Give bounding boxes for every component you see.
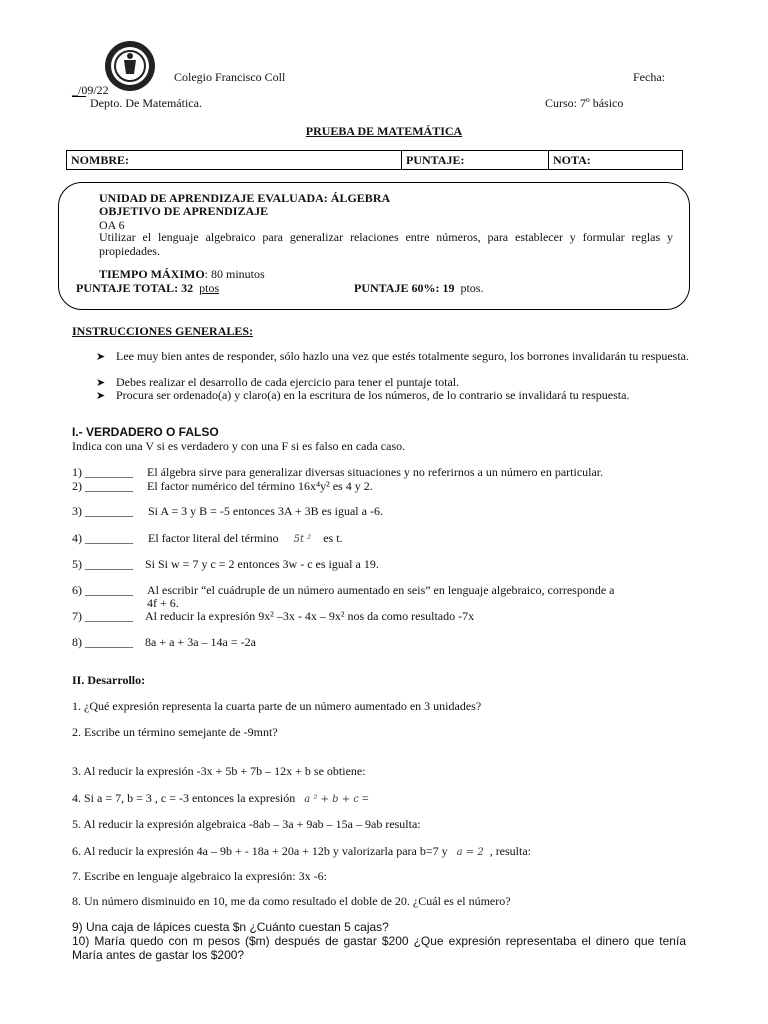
statement-text: El factor literal del término — [148, 531, 279, 545]
answer-blank[interactable]: ________ — [85, 479, 133, 493]
tf-statement: 8a + a + 3a – 14a = -2a — [145, 635, 256, 649]
dev-question: 10) María quedo con m pesos ($m) después de gastar $200 ¿Que expresión representaba el dinero que tenía María antes de gastar los $200? — [72, 934, 686, 962]
dev-question: 1. ¿Qué expresión representa la cuarta parte de un número aumentado en 3 unidades? — [72, 699, 482, 713]
score-60-unit: ptos. — [460, 281, 484, 295]
max-time — [99, 267, 265, 282]
instructions-heading: INSTRUCCIONES GENERALES: — [72, 324, 254, 338]
total-score-label: PUNTAJE TOTAL: 32 — [76, 281, 194, 295]
item-number: 7) — [72, 609, 82, 623]
objective-code: OA 6 — [99, 218, 125, 232]
tf-item-4 — [72, 531, 133, 546]
instruction-item: Procura ser ordenado(a) y claro(a) en la escritura de los números, de lo contrario se invalidará tu respuesta. — [116, 388, 630, 402]
arrow-bullet-icon: ➤ — [96, 351, 106, 363]
item-number: 1) — [72, 465, 82, 479]
date-label: Fecha: — [633, 70, 665, 84]
statement-text: es t. — [323, 531, 343, 545]
tf-item-6 — [72, 583, 133, 598]
tf-statement: El factor numérico del término 16x⁴y² es 4 y 2. — [147, 479, 373, 493]
page-title: PRUEBA DE MATEMÁTICA — [305, 124, 463, 138]
total-score-unit: ptos — [199, 281, 220, 295]
arrow-bullet-icon: ➤ — [96, 390, 106, 402]
item-number: 5) — [72, 557, 82, 571]
dev-question — [72, 844, 531, 859]
answer-blank[interactable]: ________ — [85, 465, 133, 479]
header-rule — [72, 96, 86, 97]
arrow-bullet-icon: ➤ — [96, 377, 106, 389]
score-cell[interactable]: PUNTAJE: — [402, 151, 549, 169]
instruction-item: Debes realizar el desarrollo de cada ejercicio para tener el puntaje total. — [116, 375, 460, 389]
section2-heading: II. Desarrollo: — [72, 673, 146, 687]
unit-heading: UNIDAD DE APRENDIZAJE EVALUADA: ÁLGEBRA — [99, 191, 391, 205]
item-number: 6) — [72, 583, 82, 597]
dev-question: 8. Un número disminuido en 10, me da como resultado el doble de 20. ¿Cuál es el número? — [72, 894, 511, 908]
question-text: 4. Si a = 7, b = 3 , c = -3 entonces la expresión — [72, 791, 296, 805]
section1-intro: Indica con una V si es verdadero y con una F si es falso en cada caso. — [72, 439, 406, 453]
tf-item-2 — [72, 479, 133, 494]
question-text: = — [361, 791, 369, 805]
date-value: _/09/22 — [72, 83, 109, 97]
item-number: 8) — [72, 635, 82, 649]
name-cell[interactable]: NOMBRE: — [67, 151, 402, 169]
tf-statement — [148, 531, 343, 546]
course: Curso: 7º básico — [545, 96, 624, 110]
department: Depto. De Matemática. — [90, 96, 202, 110]
tf-statement-continued: 4f + 6. — [147, 596, 179, 610]
section1-heading: I.- VERDADERO O FALSO — [72, 425, 219, 439]
objective-heading: OBJETIVO DE APRENDIZAJE — [99, 204, 269, 218]
answer-blank[interactable]: ________ — [85, 635, 133, 649]
question-text: 6. Al reducir la expresión 4a – 9b + - 18a + 20a + 12b y valorizarla para b=7 y — [72, 844, 448, 858]
item-number: 3) — [72, 504, 82, 518]
answer-blank[interactable]: ________ — [85, 504, 133, 518]
objective-description: Utilizar el lenguaje algebraico para generalizar relaciones entre números, para establecer y formular reglas y propiedades. — [99, 230, 673, 258]
tf-statement: Al reducir la expresión 9x² –3x - 4x – 9x² nos da como resultado -7x — [145, 609, 475, 623]
item-number: 4) — [72, 531, 82, 545]
tf-statement: Si Si w = 7 y c = 2 entonces 3w - c es igual a 19. — [145, 557, 379, 571]
tf-statement: Si A = 3 y B = -5 entonces 3A + 3B es igual a -6. — [148, 504, 383, 518]
school-name: Colegio Francisco Coll — [174, 70, 286, 84]
score-60 — [354, 281, 483, 296]
max-time-label: TIEMPO MÁXIMO — [99, 267, 205, 281]
score-table — [66, 150, 683, 170]
grade-cell[interactable]: NOTA: — [553, 153, 591, 167]
dev-question: 7. Escribe en lenguaje algebraico la expresión: 3x -6: — [72, 869, 327, 883]
school-seal-logo — [104, 40, 156, 92]
answer-blank[interactable]: ________ — [85, 583, 133, 597]
dev-question — [72, 791, 369, 806]
math-expression: a ² + b + c — [304, 794, 359, 805]
dev-question: 2. Escribe un término semejante de -9mnt? — [72, 725, 278, 739]
answer-blank[interactable]: ________ — [85, 557, 133, 571]
math-expression: a = 2 — [456, 847, 484, 858]
tf-item-1 — [72, 465, 133, 480]
item-number: 2) — [72, 479, 82, 493]
tf-item-3 — [72, 504, 133, 519]
max-time-value: : 80 minutos — [204, 267, 265, 281]
tf-item-8 — [72, 635, 133, 650]
tf-statement: Al escribir “el cuádruple de un número aumentado en seis” en lenguaje algebraico, corresponde a — [147, 583, 615, 597]
dev-question: 3. Al reducir la expresión -3x + 5b + 7b – 12x + b se obtiene: — [72, 764, 366, 778]
score-60-label: PUNTAJE 60%: 19 — [354, 281, 455, 295]
dev-question: 5. Al reducir la expresión algebraica -8ab – 3a + 9ab – 15a – 9ab resulta: — [72, 817, 421, 831]
answer-blank[interactable]: ________ — [85, 531, 133, 545]
tf-statement: El álgebra sirve para generalizar diversas situaciones y no referirnos a un número en particular. — [147, 465, 604, 479]
answer-blank[interactable]: ________ — [85, 609, 133, 623]
tf-item-5 — [72, 557, 133, 572]
total-score — [76, 281, 219, 296]
tf-item-7 — [72, 609, 133, 624]
dev-question: 9) Una caja de lápices cuesta $n ¿Cuánto cuestan 5 cajas? — [72, 920, 389, 934]
math-expression: 5t ² — [293, 534, 312, 545]
instruction-item: Lee muy bien antes de responder, sólo hazlo una vez que estés totalmente seguro, los borrones invalidarán tu respuesta. — [116, 349, 690, 363]
question-text: , resulta: — [489, 844, 532, 858]
